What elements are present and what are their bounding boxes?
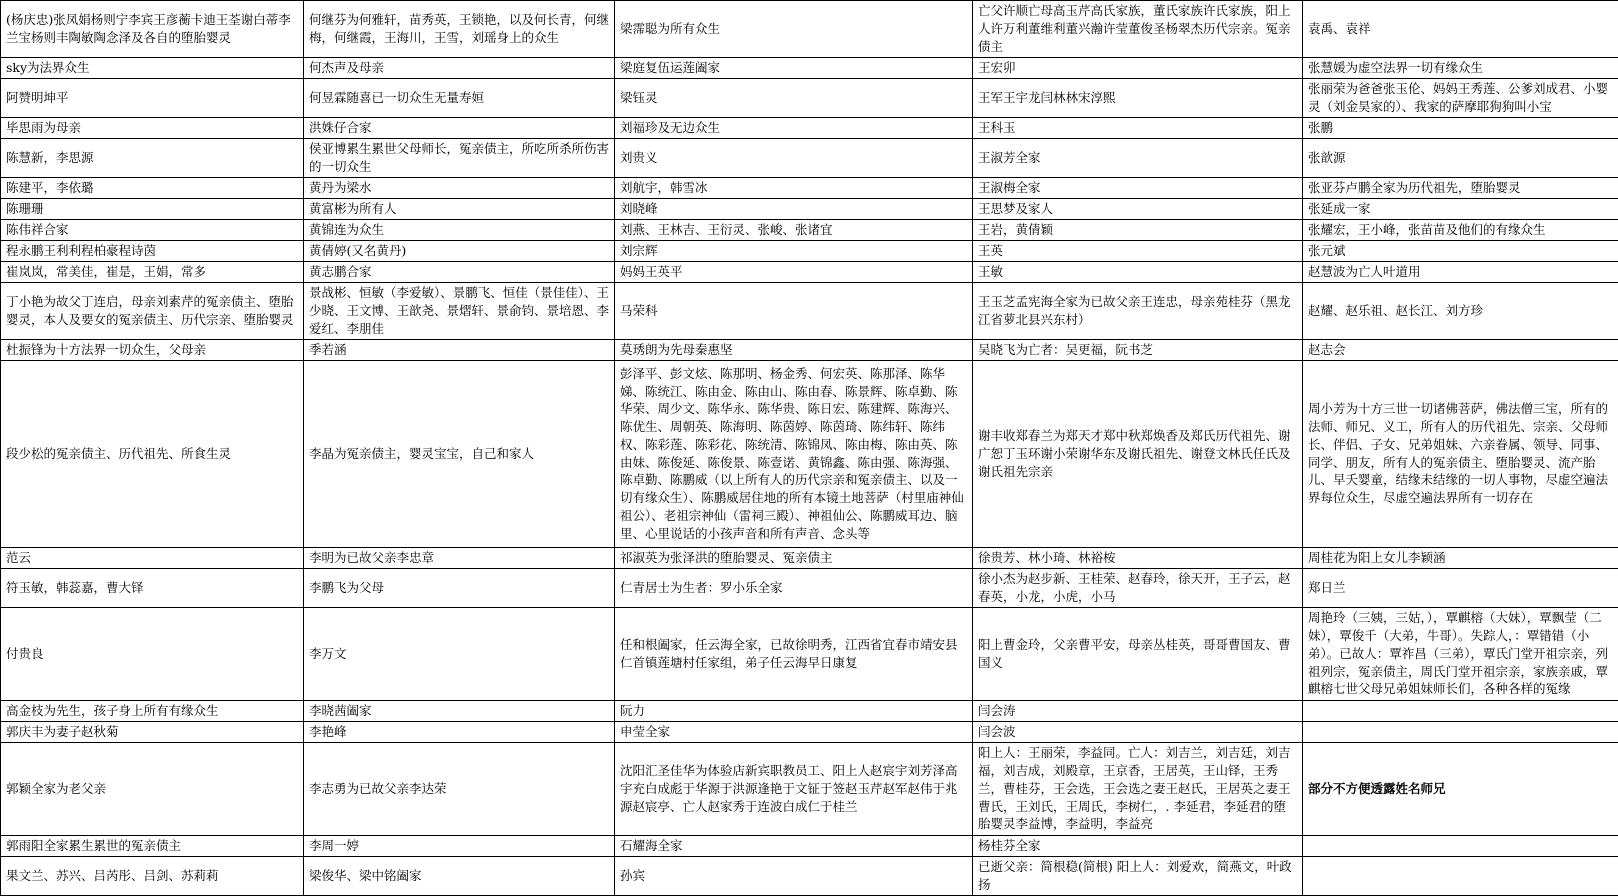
table-cell[interactable]: 郭庆丰为妻子赵秋菊	[1, 721, 304, 742]
table-cell[interactable]: 张慧媛为虚空法界一切有缘众生	[1303, 57, 1618, 78]
table-cell[interactable]: 段少松的冤亲债主、历代祖先、所食生灵	[1, 360, 304, 547]
table-cell[interactable]: 周桂花为阳上女儿李颖涵	[1303, 547, 1618, 568]
table-cell[interactable]: 果文兰、苏兴、吕芮彤、吕剑、苏莉莉	[1, 856, 304, 895]
table-cell[interactable]: 王玉芝孟宪海全家为已故父亲王连忠，母亲苑桂芬（黑龙江省萝北县兴东村）	[973, 282, 1303, 339]
table-cell[interactable]: 符玉敏，韩蕊嘉，曹大铎	[1, 568, 304, 607]
table-cell[interactable]: 李艳峰	[304, 721, 615, 742]
table-cell[interactable]: 陈慧新，李思源	[1, 138, 304, 177]
table-cell[interactable]	[1303, 721, 1618, 742]
table-cell[interactable]: 莫琇朗为先母秦惠坚	[615, 339, 973, 360]
table-cell[interactable]: 彭泽平、彭文炫、陈那明、杨金秀、何宏英、陈那泽、陈华娣、陈统江、陈由金、陈由山、陈由春、陈景辉、陈卓勤、陈华荣、周少文、陈华永、陈华贵、陈日宏、陈建辉、陈海兴、陈优生、周朝英、陈海明、陈茵婷、陈茵琦、陈纬轩、陈纬权、陈彩莲、陈彩花、陈统清、陈锦凤、陈由梅、陈由英、陈由妹、陈俊延、陈俊景、陈壹诺、黄锦鑫、陈由强、陈海强、陈卓勤、陈鹏威（以上所有人的历代宗亲和冤亲债主、以及一切有缘众生）、陈鹏威居住地的所有本镜土地菩萨（村里庙神仙祖公）、老祖宗神仙（雷祠三殿）、神祖仙公、陈鹏威耳边、脑里、心里说话的小孩声音和所有声音、念头等	[615, 360, 973, 547]
table-row	[1, 219, 1618, 240]
table-cell[interactable]: 祁淑英为张泽洪的堕胎婴灵、冤亲债主	[615, 547, 973, 568]
table-cell[interactable]: 王军王宇龙闫林林宋淳熙	[973, 78, 1303, 117]
table-cell[interactable]: 黄志鹏合家	[304, 261, 615, 282]
table-cell[interactable]: 杜振锋为十方法界一切众生，父母亲	[1, 339, 304, 360]
table-cell[interactable]: (杨庆忠)张凤娟杨则宁李宾王彦蘅卡迪王荃谢白蒂李兰宝杨则丰陶敏陶念泽及各自的堕胎婴灵	[1, 1, 304, 58]
table-cell[interactable]: 黄锦连为众生	[304, 219, 615, 240]
table-cell[interactable]: sky为法界众生	[1, 57, 304, 78]
table-cell[interactable]: 张歆源	[1303, 138, 1618, 177]
table-row	[1, 57, 1618, 78]
table-row	[1, 856, 1618, 895]
table-cell[interactable]: 黄富彬为所有人	[304, 198, 615, 219]
table-cell[interactable]: 闫会波	[973, 721, 1303, 742]
table-cell[interactable]: 梁霈聪为所有众生	[615, 1, 973, 58]
table-cell[interactable]: 阿赞明坤平	[1, 78, 304, 117]
table-cell[interactable]: 张亚芬卢鹏全家为历代祖先，堕胎婴灵	[1303, 177, 1618, 198]
table-cell[interactable]: 袁禹、袁祥	[1303, 1, 1618, 58]
table-cell[interactable]: 季若涵	[304, 339, 615, 360]
table-cell[interactable]: 高金枝为先生，孩子身上所有有缘众生	[1, 700, 304, 721]
table-cell[interactable]: 周小芳为十方三世一切诸佛菩萨，佛法僧三宝，所有的法师、师兄、义工，所有人的历代祖先、宗亲、父母师长、伴侣、子女、兄弟姐妹、六亲眷属、领导、同事、同学、朋友，所有人的冤亲债主、堕胎婴灵、流产胎儿、早夭婴童，结缘未结缘的一切人事物，尽虚空遍法界每位众生，尽虚空遍法界所有一切存在	[1303, 360, 1618, 547]
table-cell[interactable]: 梁庭复伍运莲阖家	[615, 57, 973, 78]
table-cell[interactable]: 闫会涛	[973, 700, 1303, 721]
table-cell[interactable]: 何继芬为何雅轩，苗秀英，王锁艳，以及何长青，何继梅，何继霞，王海川，王雪，刘瑶身上的众生	[304, 1, 615, 58]
table-row	[1, 742, 1618, 835]
table-row	[1, 700, 1618, 721]
table-cell[interactable]: 李晓茜阖家	[304, 700, 615, 721]
table-cell[interactable]: 王宏卯	[973, 57, 1303, 78]
table-cell[interactable]: 郭雨阳全家累生累世的冤亲债主	[1, 835, 304, 856]
table-cell[interactable]: 王思梦及家人	[973, 198, 1303, 219]
table-cell[interactable]: 刘晓峰	[615, 198, 973, 219]
table-cell[interactable]: 梁俊华、梁中铭阖家	[304, 856, 615, 895]
table-row	[1, 240, 1618, 261]
table-cell[interactable]: 郑日兰	[1303, 568, 1618, 607]
table-cell[interactable]: 张元斌	[1303, 240, 1618, 261]
table-row	[1, 835, 1618, 856]
table-cell[interactable]: 程永鹏王利利程柏豪程诗茵	[1, 240, 304, 261]
table-cell[interactable]: 亡父许顺亡母高玉芹高氏家族，董氏家族许氏家族，阳上人许万利董维利董兴瀚许莹董俊圣杨翠杰历代宗亲。冤亲债主	[973, 1, 1303, 58]
table-cell[interactable]: 郭颖全家为老父亲	[1, 742, 304, 835]
table-cell[interactable]: 徐贵芳、林小琦、林裕桉	[973, 547, 1303, 568]
table-cell[interactable]: 刘福珍及无边众生	[615, 117, 973, 138]
table-cell[interactable]: 阳上曹金玲，父亲曹平安，母亲丛桂英，哥哥曹国友、曹国义	[973, 607, 1303, 700]
table-cell[interactable]: 范云	[1, 547, 304, 568]
table-cell[interactable]: 妈妈王英平	[615, 261, 973, 282]
table-cell[interactable]: 徐小杰为赵步新、王桂荣、赵春玲，徐天开，王子云，赵春英，小龙，小虎，小马	[973, 568, 1303, 607]
table-row	[1, 117, 1618, 138]
table-row	[1, 138, 1618, 177]
table-cell[interactable]: 谢丰收郑春兰为郑天才郑中秋郑焕香及郑氏历代祖先、谢广恕丁玉环谢小荣谢华东及谢氏祖先、谢登文林氏任氏及谢氏祖先宗亲	[973, 360, 1303, 547]
table-cell[interactable]: 付贵良	[1, 607, 304, 700]
table-cell[interactable]: 王英	[973, 240, 1303, 261]
table-cell[interactable]: 赵慧波为亡人叶道用	[1303, 261, 1618, 282]
table-cell[interactable]: 申莹全家	[615, 721, 973, 742]
table-cell[interactable]: 沈阳汇圣佳华为体验店新宾职教员工、阳上人赵宸宇刘芳泽高宇充白成彪于华源于洪源逢艳于文钲于签赵玉芹赵军赵伟于兆源赵宸亭、亡人赵家秀于连波白成仁于桂兰	[615, 742, 973, 835]
table-cell[interactable]: 张鹏	[1303, 117, 1618, 138]
table-cell[interactable]: 张延成一家	[1303, 198, 1618, 219]
table-row	[1, 568, 1618, 607]
table-cell[interactable]: 洪姝仔合家	[304, 117, 615, 138]
table-body	[1, 1, 1618, 896]
table-cell[interactable]: 李万文	[304, 607, 615, 700]
table-cell[interactable]: 丁小艳为故父丁连启，母亲刘素芹的冤亲债主、堕胎婴灵，本人及要女的冤亲债主、历代宗亲、堕胎婴灵	[1, 282, 304, 339]
table-cell[interactable]: 陈伟祥合家	[1, 219, 304, 240]
table-cell[interactable]: 梁钰灵	[615, 78, 973, 117]
table-cell[interactable]: 侯亚博累生累世父母师长，冤亲债主，所吃所杀所伤害的一切众生	[304, 138, 615, 177]
table-cell[interactable]: 何杰声及母亲	[304, 57, 615, 78]
table-row	[1, 547, 1618, 568]
table-row	[1, 721, 1618, 742]
table-cell[interactable]: 王敏	[973, 261, 1303, 282]
table-cell[interactable]: 李晶为冤亲债主，婴灵宝宝，自己和家人	[304, 360, 615, 547]
table-row	[1, 78, 1618, 117]
table-cell[interactable]: 赵耀、赵乐祖、赵长江、刘方珍	[1303, 282, 1618, 339]
table-cell[interactable]	[1303, 700, 1618, 721]
table-cell[interactable]: 李明为已故父亲李忠章	[304, 547, 615, 568]
table-row	[1, 360, 1618, 547]
table-cell[interactable]: 李志勇为已故父亲李达荣	[304, 742, 615, 835]
table-cell[interactable]: 张丽荣为爸爸张玉伦、妈妈王秀莲、公爹刘成君、小婴灵（刘金昊家的）、我家的萨摩耶狗狗叫小宝	[1303, 78, 1618, 117]
table-cell[interactable]: 王科玉	[973, 117, 1303, 138]
table-cell[interactable]: 刘航宇，韩雪冰	[615, 177, 973, 198]
table-cell[interactable]: 王淑芳全家	[973, 138, 1303, 177]
table-cell[interactable]	[1303, 856, 1618, 895]
table-cell[interactable]: 刘燕、王林吉、王衍灵、张峻、张诸宜	[615, 219, 973, 240]
table-cell[interactable]: 陈建平，李依璐	[1, 177, 304, 198]
table-cell[interactable]: 马荣科	[615, 282, 973, 339]
table-cell[interactable]: 仁青居士为生者：罗小乐全家	[615, 568, 973, 607]
table-cell[interactable]: 景战彬、恒敏（李爱敏）、景鹏飞、恒佳（景佳佳）、王少晓、王文博、王歆尧、景熠轩、景俞钧、景培恩、李爱红、李朋佳	[304, 282, 615, 339]
table-cell[interactable]	[1303, 835, 1618, 856]
table-cell[interactable]: 黄倩婷(又名黄丹)	[304, 240, 615, 261]
table-cell[interactable]: 陈珊珊	[1, 198, 304, 219]
table-row	[1, 198, 1618, 219]
table-cell[interactable]: 毕思雨为母亲	[1, 117, 304, 138]
table-row	[1, 177, 1618, 198]
table-cell[interactable]: 已逝父亲：简根稳(简根) 阳上人：刘爱欢，简燕文，叶政扬	[973, 856, 1303, 895]
table-cell[interactable]: 崔岚岚，常美佳，崔是，王娟，常多	[1, 261, 304, 282]
table-row	[1, 282, 1618, 339]
table-cell[interactable]: 阮力	[615, 700, 973, 721]
table-cell[interactable]: 李周一婷	[304, 835, 615, 856]
table-cell[interactable]: 何昱霖随喜已一切众生无量寿姮	[304, 78, 615, 117]
table-cell[interactable]: 任和根阖家，任云海全家，已故徐明秀，江西省宜春市靖安县仁首镇莲塘村任家组，弟子任云海早日康复	[615, 607, 973, 700]
table-row	[1, 261, 1618, 282]
table-row	[1, 339, 1618, 360]
table-row	[1, 607, 1618, 700]
table-cell[interactable]: 部分不方便透露姓名师兄	[1303, 742, 1618, 835]
table-cell[interactable]: 赵志会	[1303, 339, 1618, 360]
table-cell[interactable]: 黄丹为梁水	[304, 177, 615, 198]
table-cell[interactable]: 张耀宏，王小峰，张苗苗及他们的有缘众生	[1303, 219, 1618, 240]
table-cell[interactable]: 李鹏飞为父母	[304, 568, 615, 607]
table-cell[interactable]: 石耀海全家	[615, 835, 973, 856]
table-cell[interactable]: 吴晓飞为亡者：吴更福，阮书芝	[973, 339, 1303, 360]
table-cell[interactable]: 王岩，黄倩颖	[973, 219, 1303, 240]
table-cell[interactable]: 杨桂芬全家	[973, 835, 1303, 856]
table-cell[interactable]: 刘贵义	[615, 138, 973, 177]
table-cell[interactable]: 王淑梅全家	[973, 177, 1303, 198]
table-cell[interactable]: 阳上人：王丽荣，李益同。亡人：刘吉兰，刘吉廷，刘吉福，刘吉成，刘殿章，王京香，王居英，王山铎，王秀兰，曹桂芬，王会选，王会选之妻王赵氏，王居英之妻王曹氏，王刘氏，王周氏，李树仁，. 李延君，李延君的堕胎婴灵李益博，李益明，李益亮	[973, 742, 1303, 835]
table-cell[interactable]: 刘宗辉	[615, 240, 973, 261]
table-cell[interactable]: 周艳玲（三姨，三姑，），覃麒榕（大妹），覃飘莹（二妹），覃俊千（大弟，牛哥）。失踪人，：覃错错（小弟）。已故人：覃祚昌（三弟），覃氏门堂开祖宗亲，列祖列宗，冤亲债主，周氏门堂开祖宗亲，家族亲戚，覃麒榕七世父母兄弟姐妹师长们，各种各样的冤缘	[1303, 607, 1618, 700]
table-row	[1, 1, 1618, 58]
table-cell[interactable]: 孙宾	[615, 856, 973, 895]
